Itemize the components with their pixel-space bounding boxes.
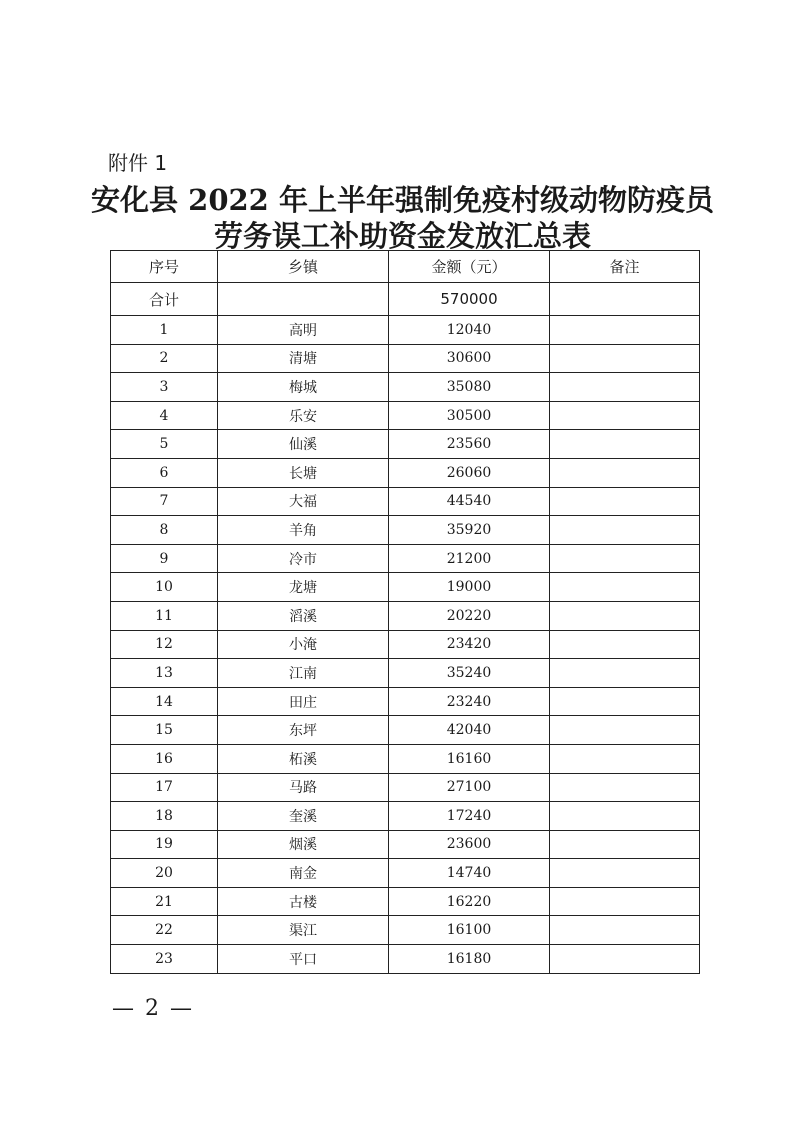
table-row [111, 945, 700, 974]
row-serial-number: 3 [111, 373, 218, 402]
row-serial-number: 7 [111, 487, 218, 516]
row-township: 梅城 [218, 373, 389, 402]
header-serial-number: 序号 [111, 251, 218, 283]
row-serial-number: 4 [111, 401, 218, 430]
row-serial-number: 13 [111, 659, 218, 688]
table-row [111, 687, 700, 716]
table-row [111, 630, 700, 659]
table-row [111, 859, 700, 888]
table-row [111, 373, 700, 402]
row-amount: 16100 [389, 916, 550, 945]
row-amount: 35920 [389, 516, 550, 545]
attachment-label: 附件 1 [108, 151, 168, 175]
row-township: 奎溪 [218, 802, 389, 831]
row-amount: 16160 [389, 744, 550, 773]
row-note [550, 802, 700, 831]
total-row [111, 283, 700, 316]
table-row [111, 401, 700, 430]
row-serial-number: 18 [111, 802, 218, 831]
table-row [111, 516, 700, 545]
row-amount: 17240 [389, 802, 550, 831]
row-note [550, 487, 700, 516]
row-township: 古楼 [218, 887, 389, 916]
row-note [550, 373, 700, 402]
row-township: 龙塘 [218, 573, 389, 602]
row-note [550, 401, 700, 430]
total-label: 合计 [111, 283, 218, 316]
row-amount: 16220 [389, 887, 550, 916]
row-township: 高明 [218, 316, 389, 345]
row-note [550, 601, 700, 630]
row-serial-number: 19 [111, 830, 218, 859]
total-town [218, 283, 389, 316]
row-township: 马路 [218, 773, 389, 802]
row-serial-number: 20 [111, 859, 218, 888]
row-amount: 23600 [389, 830, 550, 859]
row-township: 南金 [218, 859, 389, 888]
row-amount: 16180 [389, 945, 550, 974]
row-note [550, 859, 700, 888]
row-township: 仙溪 [218, 430, 389, 459]
row-township: 田庄 [218, 687, 389, 716]
row-note [550, 659, 700, 688]
table-row [111, 773, 700, 802]
row-amount: 21200 [389, 544, 550, 573]
table-row [111, 430, 700, 459]
row-note [550, 887, 700, 916]
row-amount: 23420 [389, 630, 550, 659]
row-township: 小淹 [218, 630, 389, 659]
row-note [550, 744, 700, 773]
row-amount: 42040 [389, 716, 550, 745]
row-township: 清塘 [218, 344, 389, 373]
row-amount: 27100 [389, 773, 550, 802]
table-row [111, 744, 700, 773]
row-amount: 14740 [389, 859, 550, 888]
row-amount: 30600 [389, 344, 550, 373]
row-serial-number: 14 [111, 687, 218, 716]
row-township: 平口 [218, 945, 389, 974]
row-amount: 44540 [389, 487, 550, 516]
row-serial-number: 22 [111, 916, 218, 945]
row-note [550, 316, 700, 345]
row-amount: 23240 [389, 687, 550, 716]
header-amount: 金额（元） [389, 251, 550, 283]
row-amount: 20220 [389, 601, 550, 630]
row-note [550, 544, 700, 573]
table-row [111, 659, 700, 688]
row-township: 东坪 [218, 716, 389, 745]
row-note [550, 516, 700, 545]
row-township: 冷市 [218, 544, 389, 573]
row-note [550, 344, 700, 373]
table-row [111, 830, 700, 859]
row-serial-number: 5 [111, 430, 218, 459]
table-row [111, 544, 700, 573]
total-amount: 570000 [389, 283, 550, 316]
table-row [111, 344, 700, 373]
row-serial-number: 2 [111, 344, 218, 373]
row-township: 羊角 [218, 516, 389, 545]
table-row [111, 316, 700, 345]
row-note [550, 458, 700, 487]
total-note [550, 283, 700, 316]
row-serial-number: 1 [111, 316, 218, 345]
row-serial-number: 16 [111, 744, 218, 773]
subsidy-summary-table [110, 250, 700, 974]
header-township: 乡镇 [218, 251, 389, 283]
row-serial-number: 12 [111, 630, 218, 659]
row-amount: 12040 [389, 316, 550, 345]
row-note [550, 716, 700, 745]
table-row [111, 573, 700, 602]
row-serial-number: 23 [111, 945, 218, 974]
row-serial-number: 17 [111, 773, 218, 802]
row-amount: 35080 [389, 373, 550, 402]
row-township: 柘溪 [218, 744, 389, 773]
row-township: 滔溪 [218, 601, 389, 630]
row-amount: 30500 [389, 401, 550, 430]
row-note [550, 773, 700, 802]
row-note [550, 573, 700, 602]
table-row [111, 458, 700, 487]
table-row [111, 716, 700, 745]
header-remarks: 备注 [550, 251, 700, 283]
table-row [111, 601, 700, 630]
row-note [550, 687, 700, 716]
row-note [550, 430, 700, 459]
row-note [550, 945, 700, 974]
row-township: 乐安 [218, 401, 389, 430]
row-serial-number: 10 [111, 573, 218, 602]
row-township: 长塘 [218, 458, 389, 487]
row-township: 大福 [218, 487, 389, 516]
table-row [111, 487, 700, 516]
row-amount: 26060 [389, 458, 550, 487]
row-serial-number: 21 [111, 887, 218, 916]
document-title-line-2: 劳务误工补助资金发放汇总表 [213, 219, 591, 253]
row-serial-number: 15 [111, 716, 218, 745]
row-note [550, 916, 700, 945]
row-township: 渠江 [218, 916, 389, 945]
row-township: 江南 [218, 659, 389, 688]
row-serial-number: 11 [111, 601, 218, 630]
row-serial-number: 9 [111, 544, 218, 573]
row-note [550, 830, 700, 859]
table-header-row [111, 251, 700, 283]
row-amount: 23560 [389, 430, 550, 459]
row-township: 烟溪 [218, 830, 389, 859]
table-row [111, 802, 700, 831]
row-amount: 19000 [389, 573, 550, 602]
row-serial-number: 8 [111, 516, 218, 545]
row-serial-number: 6 [111, 458, 218, 487]
row-note [550, 630, 700, 659]
table-row [111, 916, 700, 945]
page-number: — 2 — [112, 996, 194, 1021]
row-amount: 35240 [389, 659, 550, 688]
document-title-line-1: 安化县 2022 年上半年强制免疫村级动物防疫员 [91, 183, 714, 217]
table-row [111, 887, 700, 916]
